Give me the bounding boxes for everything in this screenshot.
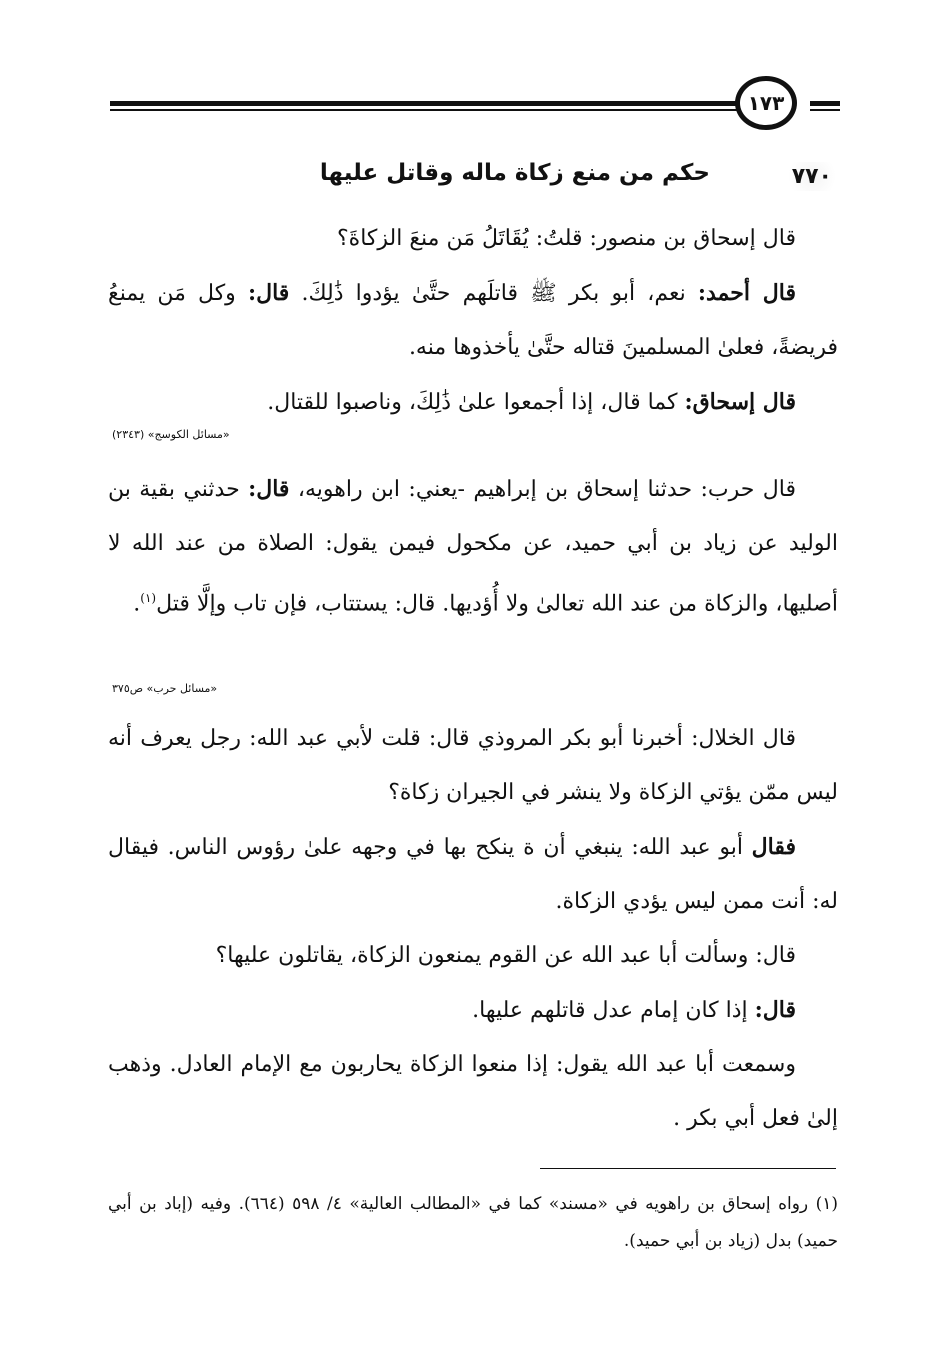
source-citation-1: «مسائل الكوسج» (٢٣٤٣)	[112, 428, 230, 441]
footnote-1: (١) رواه إسحاق بن راهويه في «مسند» كما في «المطالب العالية» ٤/ ٥٩٨ (٦٦٤). وفيه (إباد بن أبي حميد) بدل (زياد بن أبي حميد).	[108, 1194, 838, 1251]
paragraph-2	[108, 266, 838, 375]
paragraph-3	[108, 375, 838, 430]
paragraph-1: قال إسحاق بن منصور: قلتُ: يُقَاتَلُ مَن منعَ الزكاةَ؟	[337, 226, 796, 251]
body-part-1	[108, 212, 838, 430]
paragraph-5: قال الخلال: أخبرنا أبو بكر المروذي قال: قلت لأبي عبد الله: رجل يعرف أنه ليس ممّن يؤتي الزكاة ولا ينشر في الجيران زكاة؟	[108, 726, 838, 805]
source-citation-2: «مسائل حرب» ص٣٧٥	[112, 682, 218, 695]
speaker-qal-3: قال:	[754, 997, 796, 1023]
section-heading	[250, 158, 838, 202]
paragraph-8	[108, 983, 838, 1038]
section-title: حكم من منع زكاة ماله وقاتل عليها	[319, 160, 710, 186]
page-number-badge	[735, 76, 797, 130]
paragraph-3-text: كما قال، إذا أجمعوا علىٰ ذَٰلِكَ، وناصبوا للقتال.	[267, 390, 685, 415]
section-number: ٧٧٠	[786, 162, 838, 191]
paragraph-2-text: نعم، أبو بكر ﷺ قاتلَهم حتَّىٰ يؤدوا ذَٰلِكَ.	[289, 281, 698, 306]
body-part-2	[108, 462, 838, 631]
footnote-ref: (١)	[140, 591, 157, 605]
paragraph-8-text: إذا كان إمام عدل قاتلهم عليها.	[472, 998, 755, 1023]
speaker-faqal: فقال	[751, 834, 796, 860]
page-header	[110, 78, 840, 138]
body-part-3	[108, 712, 838, 1146]
paragraph-4-text-2: حدثني بقية بن الوليد عن زياد بن أبي حميد، عن مكحول فيمن يقول: الصلاة من عند الله لا أصليها، والزكاة من عند الله تعالىٰ ولا أُؤديها. قال: يستتاب، فإن تاب وإلَّا قتل	[108, 477, 838, 617]
paragraph-4	[108, 462, 838, 631]
speaker-qal-2: قال:	[248, 476, 290, 502]
header-rule-right-thin	[810, 109, 840, 111]
footnote-separator	[540, 1168, 836, 1169]
paragraph-6-text: أبو عبد الله: ينبغي أن ة ينكح بها في وجهه علىٰ رؤوس الناس. فيقال له: أنت ممن ليس يؤدي الزكاة.	[108, 835, 838, 914]
header-rule	[110, 101, 737, 106]
paragraph-4-end: .	[133, 591, 141, 617]
header-rule-right	[810, 101, 840, 106]
paragraph-6	[108, 820, 838, 929]
paragraph-9: وسمعت أبا عبد الله يقول: إذا منعوا الزكاة يحاربون مع الإمام العادل. وذهب إلىٰ فعل أبي بكر .	[108, 1052, 838, 1131]
paragraph-2-text-2: وكل مَن يمنعُ فريضةً، فعلىٰ المسلمينَ قتاله حتَّىٰ يأخذوها منه.	[108, 281, 838, 360]
header-rule-thin	[110, 109, 737, 111]
page-number: ١٧٣	[747, 91, 785, 115]
footnotes	[108, 1186, 838, 1260]
speaker-qal: قال:	[247, 280, 290, 306]
paragraph-7: قال: وسألت أبا عبد الله عن القوم يمنعون الزكاة، يقاتلون عليها؟	[215, 943, 796, 968]
paragraph-4-text: قال حرب: حدثنا إسحاق بن إبراهيم -يعني: ابن راهويه،	[289, 477, 796, 502]
speaker-ishaq: قال إسحاق:	[684, 389, 796, 415]
speaker-ahmad: قال أحمد:	[697, 280, 796, 306]
